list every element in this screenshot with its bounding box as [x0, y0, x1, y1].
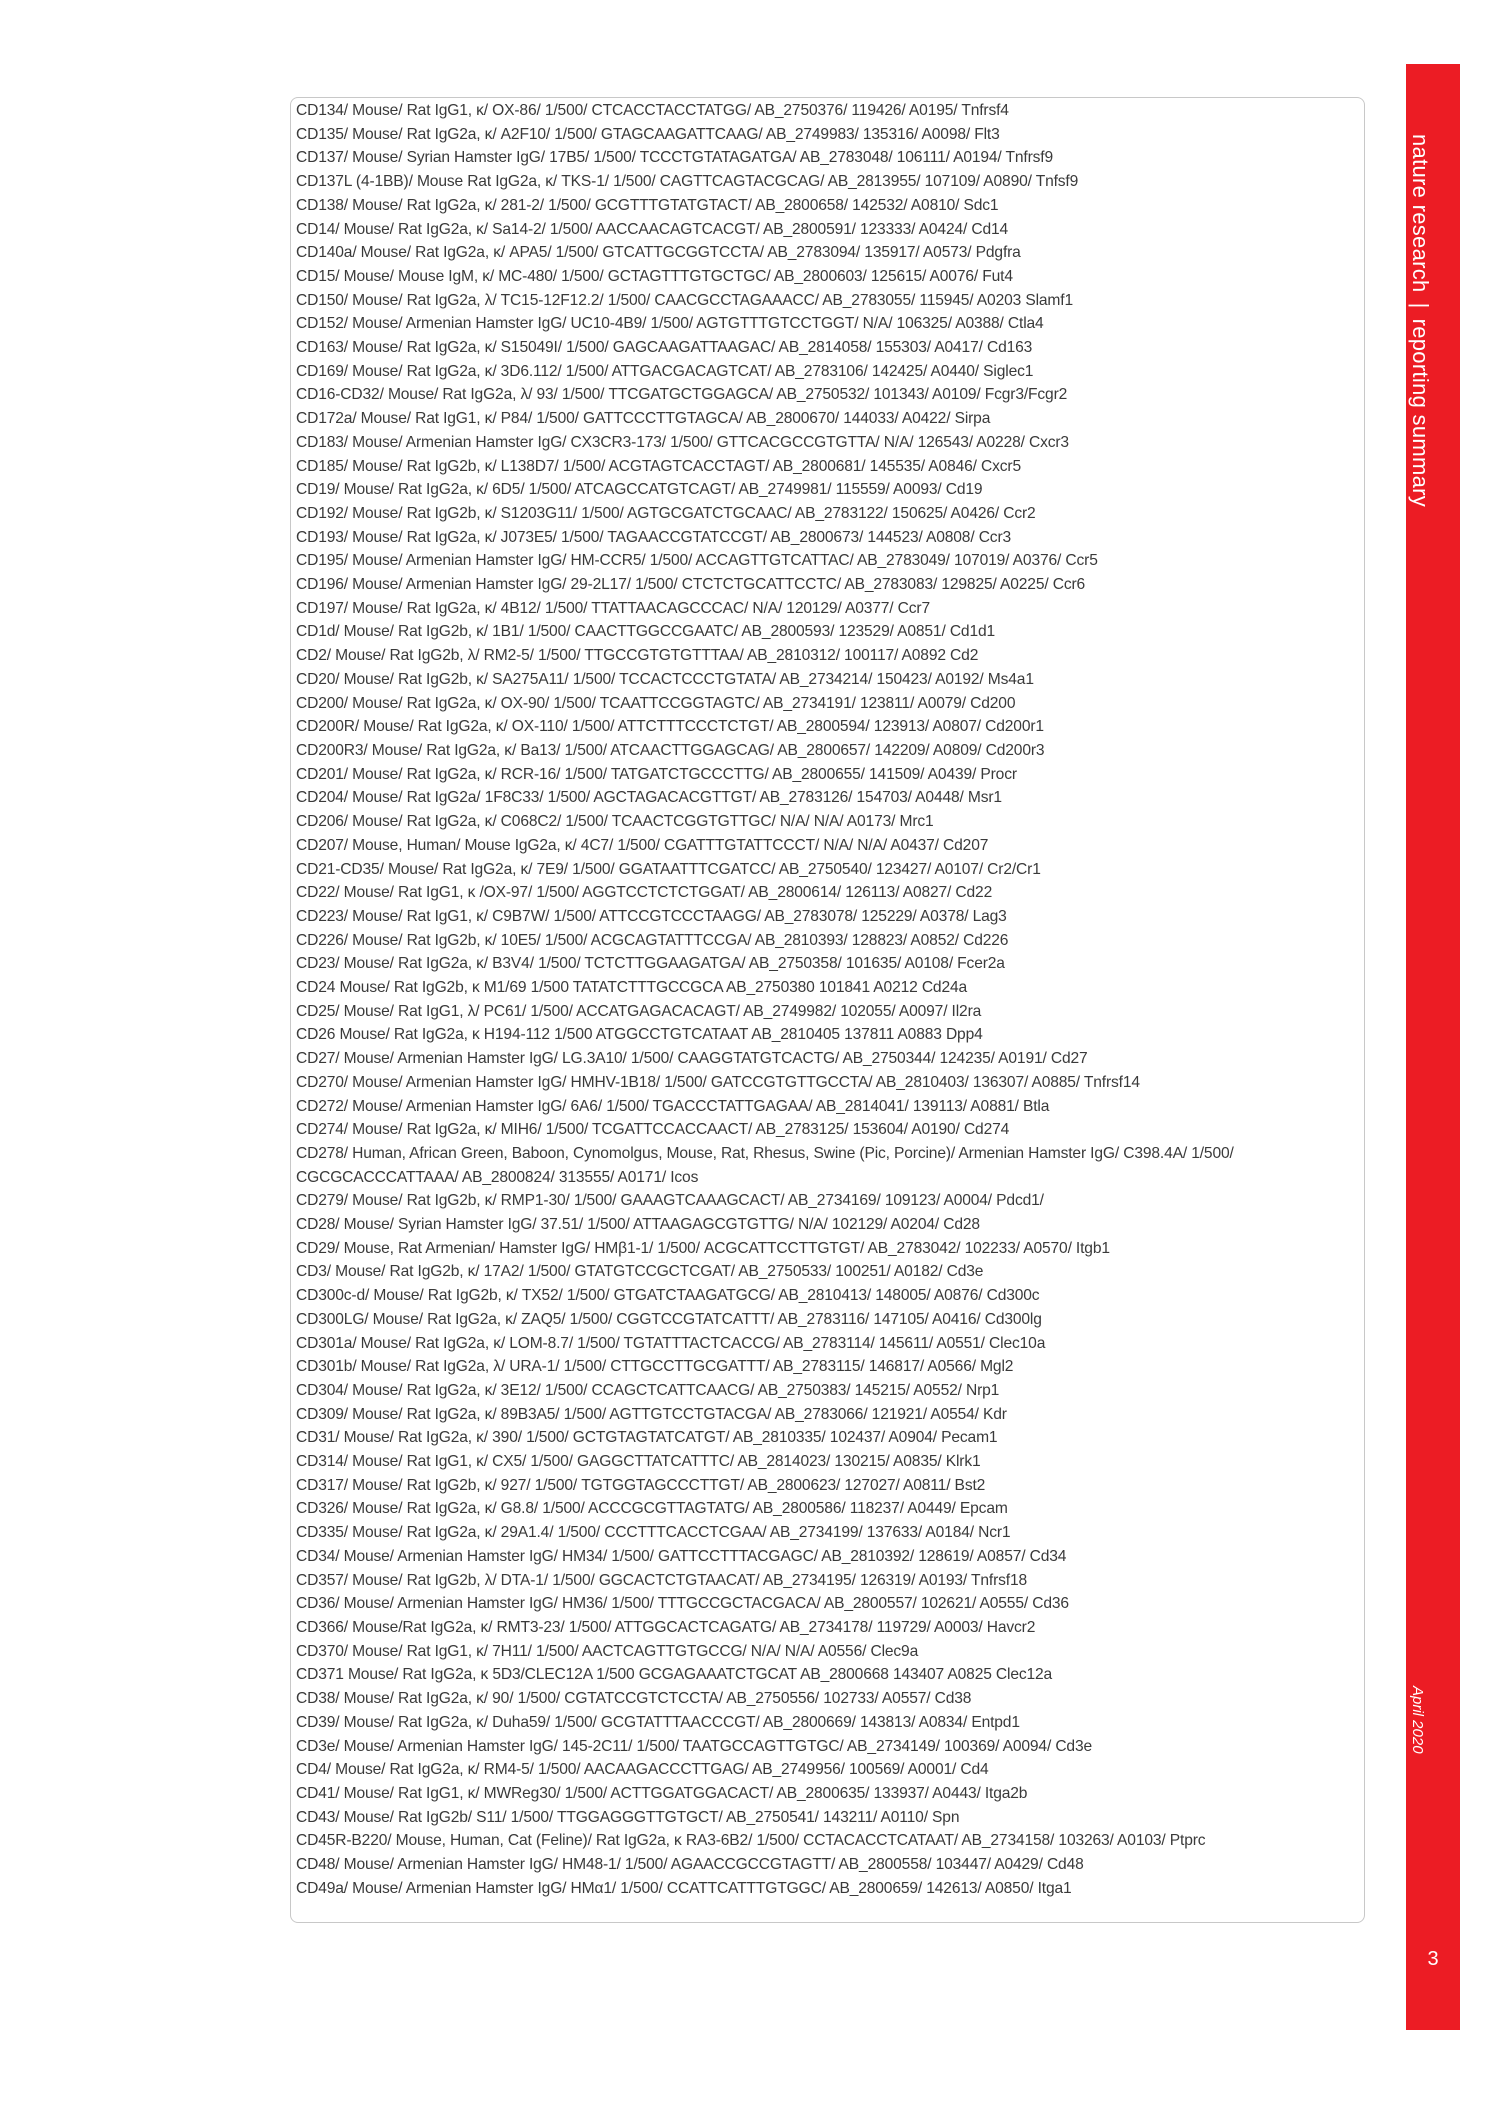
antibody-entry: CD137L (4-1BB)/ Mouse Rat IgG2a, κ/ TKS-1/ 1/500/ CAGTTCAGTACGCAG/ AB_2813955/ 107109/ A0890/ Tnfsf9 — [296, 173, 1079, 191]
antibody-entry: CD1d/ Mouse/ Rat IgG2b, κ/ 1B1/ 1/500/ CAACTTGGCCGAATC/ AB_2800593/ 123529/ A0851/ Cd1d1 — [296, 623, 996, 641]
antibody-entry: CD301b/ Mouse/ Rat IgG2a, λ/ URA-1/ 1/500/ CTTGCCTTGCGATTT/ AB_2783115/ 146817/ A0566/ Mgl2 — [296, 1358, 1014, 1376]
antibody-entry: CD278/ Human, African Green, Baboon, Cynomolgus, Mouse, Rat, Rhesus, Swine (Pic, Porcine)/ Armenian Hamster IgG/ C398.4A/ 1/500/ CGCGCACCCATTAAA/ AB_2800824/ 313555/ A0171/ Icos — [296, 1144, 1234, 1186]
antibody-entry: CD200R/ Mouse/ Rat IgG2a, κ/ OX-110/ 1/500/ ATTCTTTCCCTCTGT/ AB_2800594/ 123913/ A0807/ Cd200r1 — [296, 718, 1044, 736]
antibody-entry: CD41/ Mouse/ Rat IgG1, κ/ MWReg30/ 1/500/ ACTTGGATGGACACT/ AB_2800635/ 133937/ A0443/ Itga2b — [296, 1784, 1028, 1802]
document-type: reporting summary — [1408, 318, 1433, 508]
antibody-entry: CD19/ Mouse/ Rat IgG2a, κ/ 6D5/ 1/500/ ATCAGCCATGTCAGT/ AB_2749981/ 115559/ A0093/ Cd19 — [296, 481, 983, 499]
antibody-entry: CD279/ Mouse/ Rat IgG2b, κ/ RMP1-30/ 1/500/ GAAAGTCAAAGCACT/ AB_2734169/ 109123/ A0004/ Pdcd1/ — [296, 1192, 1044, 1210]
page-number: 3 — [1427, 1948, 1439, 1970]
antibody-entry: CD274/ Mouse/ Rat IgG2a, κ/ MIH6/ 1/500/ TCGATTCCACCAACT/ AB_2783125/ 153604/ A0190/ Cd274 — [296, 1121, 1010, 1139]
antibody-entry: CD39/ Mouse/ Rat IgG2a, κ/ Duha59/ 1/500/ GCGTATTTAACCCGT/ AB_2800669/ 143813/ A0834/ Entpd1 — [296, 1713, 1020, 1731]
title-separator: | — [1408, 302, 1433, 309]
antibody-entry: CD366/ Mouse/Rat IgG2a, κ/ RMT3-23/ 1/500/ ATTGGCACTCAGATG/ AB_2734178/ 119729/ A0003/ Havcr2 — [296, 1619, 1036, 1636]
antibody-entry: CD185/ Mouse/ Rat IgG2b, κ/ L138D7/ 1/500/ ACGTAGTCACCTAGT/ AB_2800681/ 145535/ A0846/ Cxcr5 — [296, 457, 1021, 475]
antibody-entry: CD197/ Mouse/ Rat IgG2a, κ/ 4B12/ 1/500/ TTATTAACAGCCCAC/ N/A/ 120129/ A0377/ Ccr7 — [296, 599, 930, 617]
antibody-entry: CD137/ Mouse/ Syrian Hamster IgG/ 17B5/ 1/500/ TCCCTGTATAGATGA/ AB_2783048/ 106111/ A0194/ Tnfrsf9 — [296, 149, 1053, 167]
antibody-entry: CD201/ Mouse/ Rat IgG2a, κ/ RCR-16/ 1/500/ TATGATCTGCCCTTG/ AB_2800655/ 141509/ A0439/ Procr — [296, 765, 1017, 783]
antibody-entry: CD317/ Mouse/ Rat IgG2b, κ/ 927/ 1/500/ TGTGGTAGCCCTTGT/ AB_2800623/ 127027/ A0811/ Bst2 — [296, 1476, 986, 1494]
antibody-entry: CD192/ Mouse/ Rat IgG2b, κ/ S1203G11/ 1/500/ AGTGCGATCTGCAAC/ AB_2783122/ 150625/ A0426/ Ccr2 — [296, 504, 1036, 522]
antibody-entry: CD29/ Mouse, Rat Armenian/ Hamster IgG/ HMβ1-1/ 1/500/ ACGCATTCCTTGTGT/ AB_2783042/ 102233/ A0570/ Itgb1 — [296, 1239, 1110, 1257]
antibody-entry: CD134/ Mouse/ Rat IgG1, κ/ OX-86/ 1/500/ CTCACCTACCTATGG/ AB_2750376/ 119426/ A0195/ Tnfrsf4 — [296, 102, 1009, 119]
sidebar-title — [1407, 134, 1433, 507]
antibody-entry: CD300c-d/ Mouse/ Rat IgG2b, κ/ TX52/ 1/500/ GTGATCTAAGATGCG/ AB_2810413/ 148005/ A0876/ Cd300c — [296, 1287, 1040, 1305]
antibody-entry: CD357/ Mouse/ Rat IgG2b, λ/ DTA-1/ 1/500/ GGCACTCTGTAACAT/ AB_2734195/ 126319/ A0193/ Tnfrsf18 — [296, 1571, 1028, 1589]
antibody-entry: CD309/ Mouse/ Rat IgG2a, κ/ 89B3A5/ 1/500/ AGTTGTCCTGTACGA/ AB_2783066/ 121921/ A0554/ Kdr — [296, 1405, 1007, 1423]
antibody-entry: CD301a/ Mouse/ Rat IgG2a, κ/ LOM-8.7/ 1/500/ TGTATTTACTCACCG/ AB_2783114/ 145611/ A0551/ Clec10a — [296, 1334, 1046, 1352]
antibody-entry: CD135/ Mouse/ Rat IgG2a, κ/ A2F10/ 1/500/ GTAGCAAGATTCAAG/ AB_2749983/ 135316/ A0098/ Flt3 — [296, 125, 1000, 143]
antibody-entry: CD23/ Mouse/ Rat IgG2a, κ/ B3V4/ 1/500/ TCTCTTGGAAGATGA/ AB_2750358/ 101635/ A0108/ Fcer2a — [296, 955, 1005, 973]
antibody-entry: CD49a/ Mouse/ Armenian Hamster IgG/ HMα1/ 1/500/ CCATTCATTTGTGGC/ AB_2800659/ 142613/ A0850/ Itga1 — [296, 1879, 1072, 1897]
antibody-entry: CD200/ Mouse/ Rat IgG2a, κ/ OX-90/ 1/500/ TCAATTCCGGTAGTC/ AB_2734191/ 123811/ A0079/ Cd200 — [296, 694, 1016, 712]
antibody-entry: CD193/ Mouse/ Rat IgG2a, κ/ J073E5/ 1/500/ TAGAACCGTATCCGT/ AB_2800673/ 144523/ A0808/ Ccr3 — [296, 528, 1012, 546]
antibody-entry: CD207/ Mouse, Human/ Mouse IgG2a, κ/ 4C7/ 1/500/ CGATTTGTATTCCCT/ N/A/ N/A/ A0437/ Cd207 — [296, 836, 989, 854]
antibody-entry: CD163/ Mouse/ Rat IgG2a, κ/ S15049I/ 1/500/ GAGCAAGATTAAGAC/ AB_2814058/ 155303/ A0417/ Cd163 — [296, 339, 1033, 357]
antibody-entry: CD150/ Mouse/ Rat IgG2a, λ/ TC15-12F12.2/ 1/500/ CAACGCCTAGAAACC/ AB_2783055/ 115945/ A0203 Slamf1 — [296, 291, 1073, 309]
antibody-entry: CD206/ Mouse/ Rat IgG2a, κ/ C068C2/ 1/500/ TCAACTCGGTGTTGC/ N/A/ N/A/ A0173/ Mrc1 — [296, 813, 934, 831]
antibody-entry: CD371 Mouse/ Rat IgG2a, κ 5D3/CLEC12A 1/500 GCGAGAAATCTGCAT AB_2800668 143407 A0825 Clec12a — [296, 1666, 1053, 1684]
journal-name: nature research — [1408, 134, 1433, 293]
antibody-entry: CD16-CD32/ Mouse/ Rat IgG2a, λ/ 93/ 1/500/ TTCGATGCTGGAGCA/ AB_2750532/ 101343/ A0109/ Fcgr3/Fcgr2 — [296, 386, 1068, 404]
antibody-entry: CD304/ Mouse/ Rat IgG2a, κ/ 3E12/ 1/500/ CCAGCTCATTCAACG/ AB_2750383/ 145215/ A0552/ Nrp1 — [296, 1381, 1000, 1399]
antibody-entry: CD43/ Mouse/ Rat IgG2b/ S11/ 1/500/ TTGGAGGGTTGTGCT/ AB_2750541/ 143211/ A0110/ Spn — [296, 1808, 960, 1826]
antibody-entry: CD25/ Mouse/ Rat IgG1, λ/ PC61/ 1/500/ ACCATGAGACACAGT/ AB_2749982/ 102055/ A0097/ Il2ra — [296, 1002, 982, 1020]
antibody-entry: CD270/ Mouse/ Armenian Hamster IgG/ HMHV-1B18/ 1/500/ GATCCGTGTTGCCTA/ AB_2810403/ 136307/ A0885/ Tnfrsf14 — [296, 1073, 1140, 1091]
antibody-entry: CD36/ Mouse/ Armenian Hamster IgG/ HM36/ 1/500/ TTTGCCGCTACGACA/ AB_2800557/ 102621/ A0555/ Cd36 — [296, 1595, 1069, 1613]
antibody-entry: CD152/ Mouse/ Armenian Hamster IgG/ UC10-4B9/ 1/500/ AGTGTTTGTCCTGGT/ N/A/ 106325/ A0388/ Ctla4 — [296, 315, 1044, 333]
antibody-entry: CD314/ Mouse/ Rat IgG1, κ/ CX5/ 1/500/ GAGGCTTATCATTTC/ AB_2814023/ 130215/ A0835/ Klrk1 — [296, 1453, 981, 1471]
antibody-entry: CD2/ Mouse/ Rat IgG2b, λ/ RM2-5/ 1/500/ TTGCCGTGTGTTTAA/ AB_2810312/ 100117/ A0892 Cd2 — [296, 647, 979, 665]
antibody-entry: CD200R3/ Mouse/ Rat IgG2a, κ/ Ba13/ 1/500/ ATCAACTTGGAGCAG/ AB_2800657/ 142209/ A0809/ Cd200r3 — [296, 741, 1045, 759]
antibody-entry: CD27/ Mouse/ Armenian Hamster IgG/ LG.3A10/ 1/500/ CAAGGTATGTCACTG/ AB_2750344/ 124235/ A0191/ Cd27 — [296, 1050, 1088, 1068]
antibody-entry: CD300LG/ Mouse/ Rat IgG2a, κ/ ZAQ5/ 1/500/ CGGTCCGTATCATTT/ AB_2783116/ 147105/ A0416/ Cd300lg — [296, 1310, 1042, 1328]
antibody-entry: CD31/ Mouse/ Rat IgG2a, κ/ 390/ 1/500/ GCTGTAGTATCATGT/ AB_2810335/ 102437/ A0904/ Pecam1 — [296, 1429, 998, 1447]
antibody-entry: CD20/ Mouse/ Rat IgG2b, κ/ SA275A11/ 1/500/ TCCACTCCCTGTATA/ AB_2734214/ 150423/ A0192/ Ms4a1 — [296, 670, 1034, 688]
antibody-entry: CD38/ Mouse/ Rat IgG2a, κ/ 90/ 1/500/ CGTATCCGTCTCCTA/ AB_2750556/ 102733/ A0557/ Cd38 — [296, 1690, 972, 1708]
antibody-list — [296, 99, 1360, 1900]
antibody-entry: CD45R-B220/ Mouse, Human, Cat (Feline)/ Rat IgG2a, κ RA3-6B2/ 1/500/ CCTACACCTCATAAT/ AB_2734158/ 103263/ A0103/ Ptprc — [296, 1832, 1206, 1850]
antibody-entry: CD3/ Mouse/ Rat IgG2b, κ/ 17A2/ 1/500/ GTATGTCCGCTCGAT/ AB_2750533/ 100251/ A0182/ Cd3e — [296, 1263, 984, 1281]
antibody-entry: CD140a/ Mouse/ Rat IgG2a, κ/ APA5/ 1/500/ GTCATTGCGGTCCTA/ AB_2783094/ 135917/ A0573/ Pdgfra — [296, 244, 1021, 262]
antibody-entry: CD15/ Mouse/ Mouse IgM, κ/ MC-480/ 1/500/ GCTAGTTTGTGCTGC/ AB_2800603/ 125615/ A0076/ Fut4 — [296, 267, 1013, 285]
antibody-entry: CD326/ Mouse/ Rat IgG2a, κ/ G8.8/ 1/500/ ACCCGCGTTAGTATG/ AB_2800586/ 118237/ A0449/ Epcam — [296, 1500, 1008, 1518]
antibody-entry: CD370/ Mouse/ Rat IgG1, κ/ 7H11/ 1/500/ AACTCAGTTGTGCCG/ N/A/ N/A/ A0556/ Clec9a — [296, 1642, 919, 1660]
antibody-entry: CD204/ Mouse/ Rat IgG2a/ 1F8C33/ 1/500/ AGCTAGACACGTTGT/ AB_2783126/ 154703/ A0448/ Msr1 — [296, 789, 1002, 807]
antibody-entry: CD183/ Mouse/ Armenian Hamster IgG/ CX3CR3-173/ 1/500/ GTTCACGCCGTGTTA/ N/A/ 126543/ A0228/ Cxcr3 — [296, 433, 1069, 451]
antibody-entry: CD21-CD35/ Mouse/ Rat IgG2a, κ/ 7E9/ 1/500/ GGATAATTTCGATCC/ AB_2750540/ 123427/ A0107/ Cr2/Cr1 — [296, 860, 1041, 878]
antibody-entry: CD26 Mouse/ Rat IgG2a, κ H194-112 1/500 ATGGCCTGTCATAAT AB_2810405 137811 A0883 Dpp4 — [296, 1026, 983, 1044]
antibody-entry: CD48/ Mouse/ Armenian Hamster IgG/ HM48-1/ 1/500/ AGAACCGCCGTAGTT/ AB_2800558/ 103447/ A0429/ Cd48 — [296, 1856, 1084, 1874]
antibody-entry: CD335/ Mouse/ Rat IgG2a, κ/ 29A1.4/ 1/500/ CCCTTTCACCTCGAA/ AB_2734199/ 137633/ A0184/ Ncr1 — [296, 1524, 1011, 1542]
antibody-entry: CD172a/ Mouse/ Rat IgG1, κ/ P84/ 1/500/ GATTCCCTTGTAGCA/ AB_2800670/ 144033/ A0422/ Sirpa — [296, 410, 991, 428]
antibody-entry: CD169/ Mouse/ Rat IgG2a, κ/ 3D6.112/ 1/500/ ATTGACGACAGTCAT/ AB_2783106/ 142425/ A0440/ Siglec1 — [296, 362, 1034, 380]
antibody-entry: CD28/ Mouse/ Syrian Hamster IgG/ 37.51/ 1/500/ ATTAAGAGCGTGTTG/ N/A/ 102129/ A0204/ Cd28 — [296, 1216, 980, 1234]
antibody-entry: CD195/ Mouse/ Armenian Hamster IgG/ HM-CCR5/ 1/500/ ACCAGTTGTCATTAC/ AB_2783049/ 107019/ A0376/ Ccr5 — [296, 552, 1098, 570]
antibody-entry: CD3e/ Mouse/ Armenian Hamster IgG/ 145-2C11/ 1/500/ TAATGCCAGTTGTGC/ AB_2734149/ 100369/ A0094/ Cd3e — [296, 1737, 1093, 1755]
sidebar-date: April 2020 — [1409, 1686, 1426, 1754]
antibody-entry: CD223/ Mouse/ Rat IgG1, κ/ C9B7W/ 1/500/ ATTCCGTCCCTAAGG/ AB_2783078/ 125229/ A0378/ Lag3 — [296, 907, 1007, 925]
antibody-entry: CD226/ Mouse/ Rat IgG2b, κ/ 10E5/ 1/500/ ACGCAGTATTTCCGA/ AB_2810393/ 128823/ A0852/ Cd226 — [296, 931, 1009, 949]
antibody-entry: CD4/ Mouse/ Rat IgG2a, κ/ RM4-5/ 1/500/ AACAAGACCCTTGAG/ AB_2749956/ 100569/ A0001/ Cd4 — [296, 1761, 989, 1779]
antibody-entry: CD22/ Mouse/ Rat IgG1, κ /OX-97/ 1/500/ AGGTCCTCTCTGGAT/ AB_2800614/ 126113/ A0827/ Cd22 — [296, 884, 993, 902]
antibody-entry: CD138/ Mouse/ Rat IgG2a, κ/ 281-2/ 1/500/ GCGTTTGTATGTACT/ AB_2800658/ 142532/ A0810/ Sdc1 — [296, 196, 999, 214]
antibody-entry: CD272/ Mouse/ Armenian Hamster IgG/ 6A6/ 1/500/ TGACCCTATTGAGAA/ AB_2814041/ 139113/ A0881/ Btla — [296, 1097, 1050, 1115]
antibody-entry: CD14/ Mouse/ Rat IgG2a, κ/ Sa14-2/ 1/500/ AACCAACAGTCACGT/ AB_2800591/ 123333/ A0424/ Cd14 — [296, 220, 1009, 238]
antibody-entry: CD196/ Mouse/ Armenian Hamster IgG/ 29-2L17/ 1/500/ CTCTCTGCATTCCTC/ AB_2783083/ 129825/ A0225/ Ccr6 — [296, 576, 1086, 594]
antibody-entry: CD34/ Mouse/ Armenian Hamster IgG/ HM34/ 1/500/ GATTCCTTTACGAGC/ AB_2810392/ 128619/ A0857/ Cd34 — [296, 1547, 1067, 1565]
antibody-entry: CD24 Mouse/ Rat IgG2b, κ M1/69 1/500 TATATCTTTGCCGCA AB_2750380 101841 A0212 Cd24a — [296, 979, 968, 997]
